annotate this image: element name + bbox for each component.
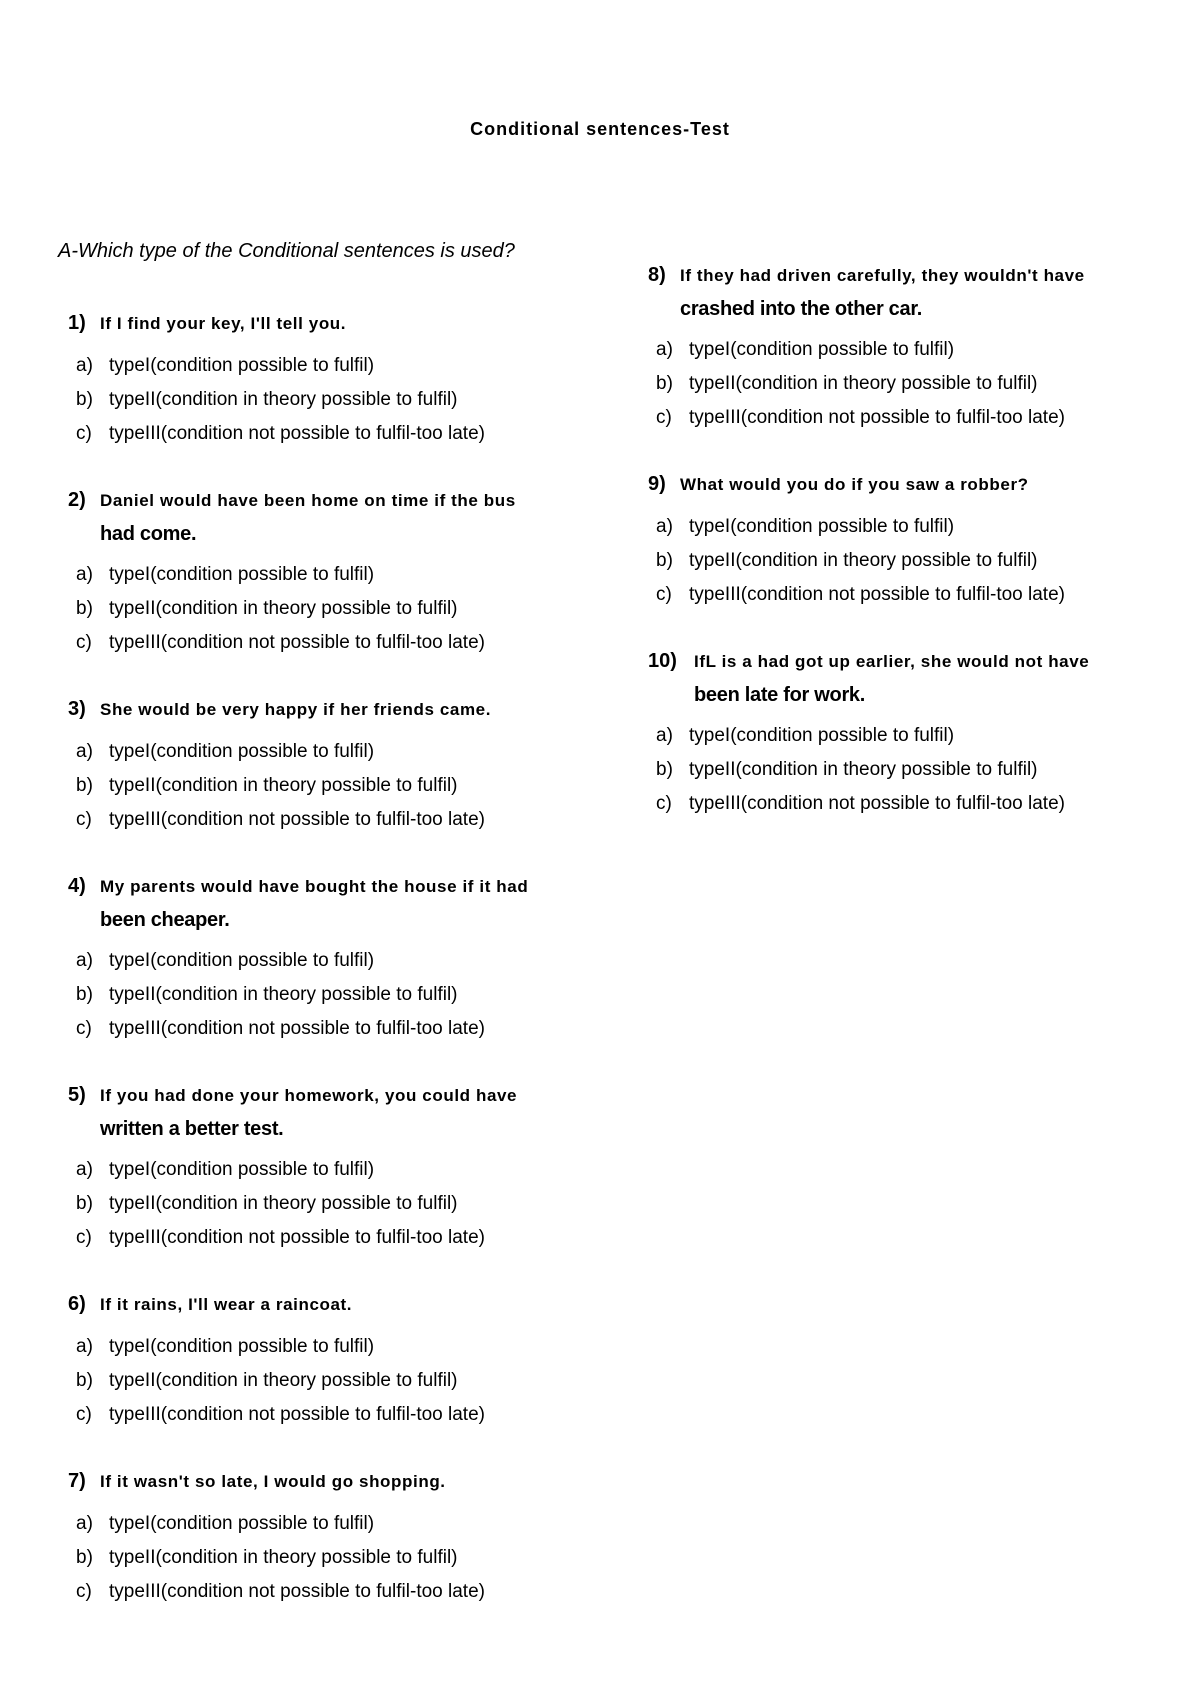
option-letter: b) [76, 598, 93, 619]
option-letter: a) [76, 1336, 93, 1357]
question-text-continued: written a better test. [100, 1118, 284, 1140]
question-text: If it rains, I'll wear a raincoat. [100, 1295, 353, 1314]
answer-option[interactable] [656, 333, 1168, 367]
option-letter: b) [656, 550, 673, 571]
option-letter: c) [76, 1404, 92, 1425]
option-text: typeII(condition in theory possible to fulfil) [109, 389, 458, 410]
answer-option[interactable] [76, 349, 588, 383]
option-text: typeII(condition in theory possible to fulfil) [109, 1193, 458, 1214]
answer-option[interactable] [76, 1330, 588, 1364]
answer-option[interactable] [76, 1012, 588, 1046]
option-letter: a) [76, 1159, 93, 1180]
page-title: Conditional sentences-Test [470, 119, 730, 139]
right-column [648, 264, 1168, 859]
answer-option[interactable] [76, 1575, 588, 1609]
answer-option[interactable] [76, 1541, 588, 1575]
option-text: typeIII(condition not possible to fulfil-too late) [109, 1227, 485, 1248]
question-number: 7) [68, 1470, 86, 1492]
option-text: typeI(condition possible to fulfil) [109, 950, 375, 971]
question-number: 1) [68, 312, 86, 334]
option-text: typeII(condition in theory possible to fulfil) [109, 598, 458, 619]
question-number: 3) [68, 698, 86, 720]
question-text: Daniel would have been home on time if the bus [100, 491, 516, 510]
option-letter: c) [76, 1018, 92, 1039]
question-text: If it wasn't so late, I would go shopping. [100, 1472, 446, 1491]
option-text: typeI(condition possible to fulfil) [109, 355, 375, 376]
option-text: typeI(condition possible to fulfil) [109, 1336, 375, 1357]
question-text: If you had done your homework, you could have [100, 1086, 518, 1105]
option-text: typeII(condition in theory possible to fulfil) [689, 550, 1038, 571]
answer-option[interactable] [656, 719, 1168, 753]
question-5 [68, 1084, 588, 1255]
question-text-continued: had come. [100, 523, 197, 545]
question-10 [648, 650, 1168, 821]
option-text: typeII(condition in theory possible to fulfil) [109, 1370, 458, 1391]
question-9 [648, 473, 1168, 612]
question-text: If I find your key, I'll tell you. [100, 314, 347, 333]
option-text: typeIII(condition not possible to fulfil-too late) [689, 407, 1065, 428]
answer-options [656, 719, 1168, 821]
answer-options [656, 510, 1168, 612]
option-text: typeII(condition in theory possible to fulfil) [689, 373, 1038, 394]
option-letter: c) [76, 423, 92, 444]
question-number: 8) [648, 264, 666, 286]
answer-options [76, 349, 588, 451]
option-text: typeI(condition possible to fulfil) [109, 1513, 375, 1534]
option-text: typeIII(condition not possible to fulfil-too late) [689, 793, 1065, 814]
option-text: typeIII(condition not possible to fulfil-too late) [109, 1581, 485, 1602]
option-letter: a) [656, 725, 673, 746]
question-text: What would you do if you saw a robber? [680, 475, 1029, 494]
option-text: typeI(condition possible to fulfil) [689, 725, 955, 746]
option-text: typeI(condition possible to fulfil) [689, 339, 955, 360]
question-text: If they had driven carefully, they wouldn't have [680, 266, 1085, 285]
option-text: typeIII(condition not possible to fulfil-too late) [109, 632, 485, 653]
answer-option[interactable] [76, 1153, 588, 1187]
answer-option[interactable] [76, 769, 588, 803]
question-4 [68, 875, 588, 1046]
question-head [68, 1293, 588, 1316]
answer-option[interactable] [76, 978, 588, 1012]
question-number: 5) [68, 1084, 86, 1106]
answer-option[interactable] [76, 944, 588, 978]
question-number: 4) [68, 875, 86, 897]
answer-option[interactable] [656, 544, 1168, 578]
instruction: A-Which type of the Conditional sentences is used? [58, 240, 515, 262]
option-text: typeIII(condition not possible to fulfil-too late) [109, 809, 485, 830]
answer-option[interactable] [76, 592, 588, 626]
option-letter: a) [76, 355, 93, 376]
answer-option[interactable] [76, 558, 588, 592]
question-number: 9) [648, 473, 666, 495]
question-head [648, 650, 1168, 673]
option-text: typeI(condition possible to fulfil) [109, 741, 375, 762]
question-number: 10) [648, 650, 677, 672]
answer-option[interactable] [76, 417, 588, 451]
answer-option[interactable] [76, 735, 588, 769]
question-2 [68, 489, 588, 660]
option-letter: c) [656, 793, 672, 814]
answer-options [76, 1330, 588, 1432]
option-letter: a) [656, 339, 673, 360]
answer-option[interactable] [656, 401, 1168, 435]
answer-options [76, 558, 588, 660]
option-letter: b) [76, 1547, 93, 1568]
answer-option[interactable] [76, 1221, 588, 1255]
option-letter: b) [76, 389, 93, 410]
question-text: IfL is a had got up earlier, she would not have [694, 652, 1090, 671]
question-head [68, 1470, 588, 1493]
question-8 [648, 264, 1168, 435]
answer-options [656, 333, 1168, 435]
option-letter: b) [76, 984, 93, 1005]
answer-option[interactable] [76, 803, 588, 837]
question-head [648, 264, 1168, 287]
option-text: typeIII(condition not possible to fulfil-too late) [689, 584, 1065, 605]
option-text: typeIII(condition not possible to fulfil-too late) [109, 1404, 485, 1425]
option-text: typeII(condition in theory possible to fulfil) [109, 775, 458, 796]
option-letter: c) [76, 1581, 92, 1602]
option-letter: b) [76, 1370, 93, 1391]
answer-option[interactable] [656, 367, 1168, 401]
question-head [648, 473, 1168, 496]
option-letter: b) [76, 775, 93, 796]
option-text: typeII(condition in theory possible to fulfil) [689, 759, 1038, 780]
question-text: She would be very happy if her friends came. [100, 700, 492, 719]
answer-options [76, 1507, 588, 1609]
answer-option[interactable] [76, 1187, 588, 1221]
question-head [68, 489, 588, 512]
question-6 [68, 1293, 588, 1432]
question-3 [68, 698, 588, 837]
option-text: typeI(condition possible to fulfil) [109, 564, 375, 585]
question-number: 6) [68, 1293, 86, 1315]
question-1 [68, 312, 588, 451]
option-letter: a) [76, 950, 93, 971]
answer-option[interactable] [76, 1364, 588, 1398]
left-column [68, 312, 588, 1647]
question-text-continued: been late for work. [694, 684, 866, 706]
option-text: typeIII(condition not possible to fulfil-too late) [109, 1018, 485, 1039]
answer-option[interactable] [76, 383, 588, 417]
answer-options [76, 1153, 588, 1255]
option-letter: c) [76, 632, 92, 653]
option-letter: a) [76, 564, 93, 585]
answer-option[interactable] [656, 578, 1168, 612]
answer-option[interactable] [76, 626, 588, 660]
question-head [68, 875, 588, 898]
question-7 [68, 1470, 588, 1609]
option-letter: c) [656, 407, 672, 428]
option-text: typeI(condition possible to fulfil) [689, 516, 955, 537]
option-letter: b) [76, 1193, 93, 1214]
question-head [68, 312, 588, 335]
answer-option[interactable] [656, 787, 1168, 821]
question-number: 2) [68, 489, 86, 511]
answer-option[interactable] [76, 1398, 588, 1432]
question-head [68, 1084, 588, 1107]
question-text-continued: been cheaper. [100, 909, 230, 931]
question-text-continued: crashed into the other car. [680, 298, 922, 320]
option-text: typeI(condition possible to fulfil) [109, 1159, 375, 1180]
answer-option[interactable] [656, 753, 1168, 787]
option-letter: a) [76, 741, 93, 762]
option-text: typeIII(condition not possible to fulfil-too late) [109, 423, 485, 444]
question-text: My parents would have bought the house if it had [100, 877, 529, 896]
option-letter: a) [656, 516, 673, 537]
option-text: typeII(condition in theory possible to fulfil) [109, 984, 458, 1005]
question-head [68, 698, 588, 721]
option-letter: b) [656, 759, 673, 780]
option-letter: b) [656, 373, 673, 394]
option-text: typeII(condition in theory possible to fulfil) [109, 1547, 458, 1568]
option-letter: c) [76, 1227, 92, 1248]
answer-options [76, 735, 588, 837]
answer-option[interactable] [656, 510, 1168, 544]
option-letter: a) [76, 1513, 93, 1534]
answer-option[interactable] [76, 1507, 588, 1541]
option-letter: c) [656, 584, 672, 605]
option-letter: c) [76, 809, 92, 830]
answer-options [76, 944, 588, 1046]
